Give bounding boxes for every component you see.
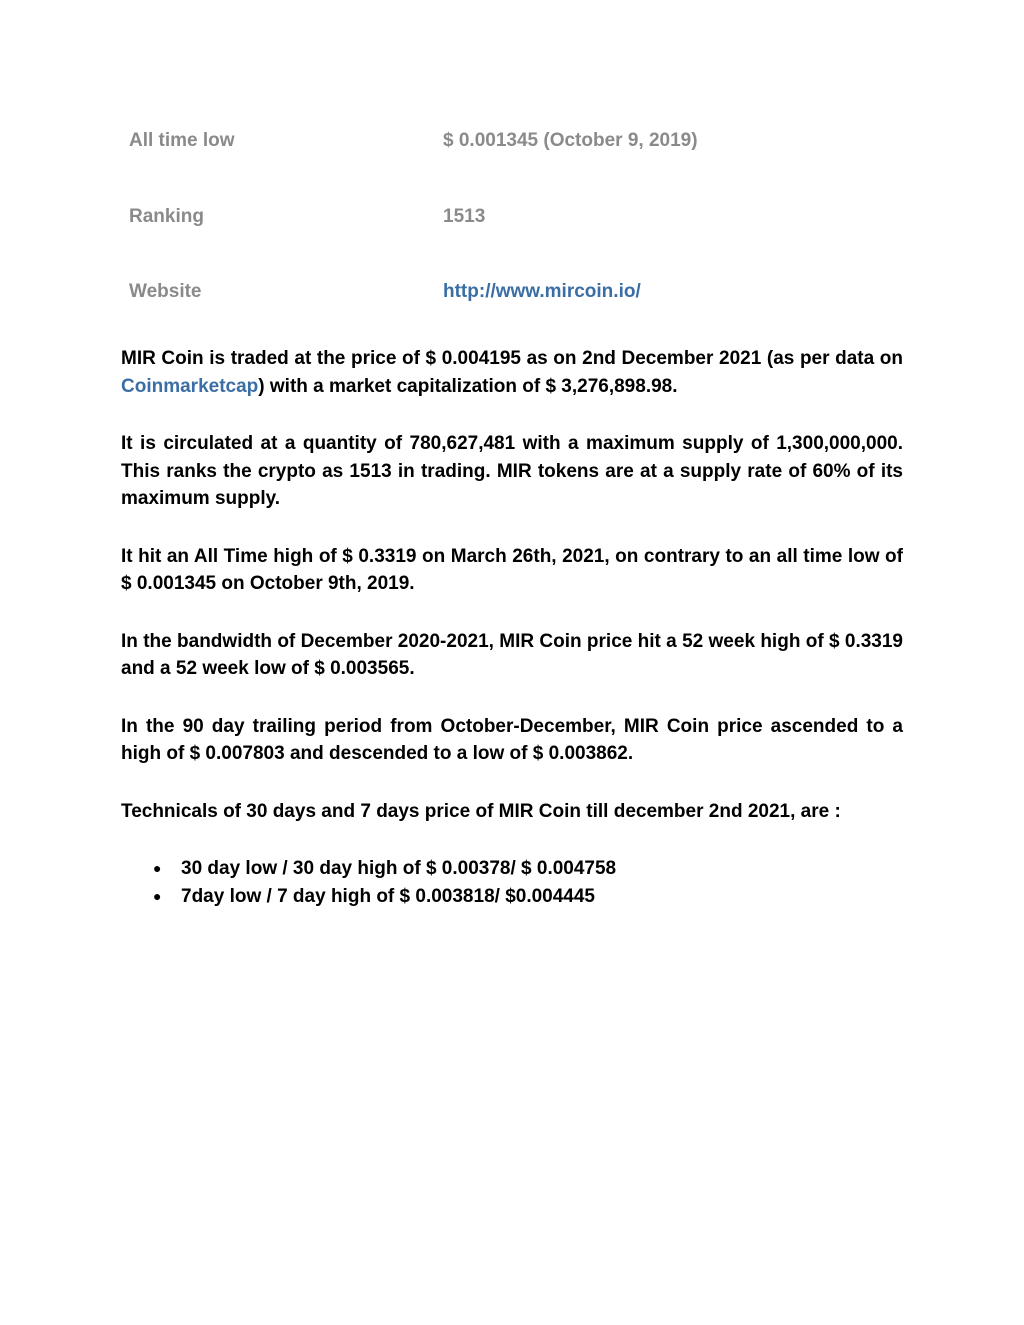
list-item-text: 30 day low / 30 day high of $ 0.00378/ $ 0.004758 [181, 858, 617, 879]
list-item [153, 855, 903, 883]
bullet-icon: ● [153, 860, 162, 876]
bullet-icon: ● [153, 887, 162, 904]
row-value: $ 0.001345 (October 9, 2019) [443, 130, 698, 151]
paragraph-price [121, 345, 903, 400]
row-label: All time low [129, 130, 235, 151]
coinmarketcap-link[interactable]: Coinmarketcap [121, 375, 259, 397]
summary-table [129, 128, 909, 355]
row-label: Ranking [129, 205, 204, 227]
row-value: 1513 [443, 205, 486, 227]
technicals-list [121, 855, 903, 910]
website-link[interactable]: http://www.mircoin.io/ [443, 281, 641, 302]
paragraph-90-day: In the 90 day trailing period from October-December, MIR Coin price ascended to a high of $ 0.007803 and descended to a low of $ 0.003862. [121, 715, 903, 764]
paragraph-all-time: It hit an All Time high of $ 0.3319 on March 26th, 2021, on contrary to an all time low of $ 0.001345 on October 9th, 2019. [121, 545, 903, 594]
table-row-website [129, 279, 909, 355]
paragraph-text: MIR Coin is traded at the price of $ 0.004195 as on 2nd December 2021 (as per data on [121, 348, 903, 369]
paragraph-52-week: In the bandwidth of December 2020-2021, MIR Coin price hit a 52 week high of $ 0.3319 and a 52 week low of $ 0.003565. [121, 630, 903, 679]
row-label: Website [129, 281, 202, 302]
paragraph-technicals: Technicals of 30 days and 7 days price of MIR Coin till december 2nd 2021, are : [121, 800, 841, 822]
list-item [153, 883, 903, 911]
table-row-ranking [129, 204, 909, 280]
paragraph-text: ) with a market capitalization of $ 3,276,898.98. [258, 375, 678, 397]
article-body [121, 345, 903, 910]
paragraph-supply: It is circulated at a quantity of 780,627,481 with a maximum supply of 1,300,000,000. This ranks the crypto as 1513 in trading. MIR tokens are at a supply rate of 60% of its maximum supply. [121, 433, 903, 509]
list-item-text: 7day low / 7 day high of $ 0.003818/ $0.004445 [181, 885, 596, 907]
table-row-all-time-low [129, 128, 909, 204]
